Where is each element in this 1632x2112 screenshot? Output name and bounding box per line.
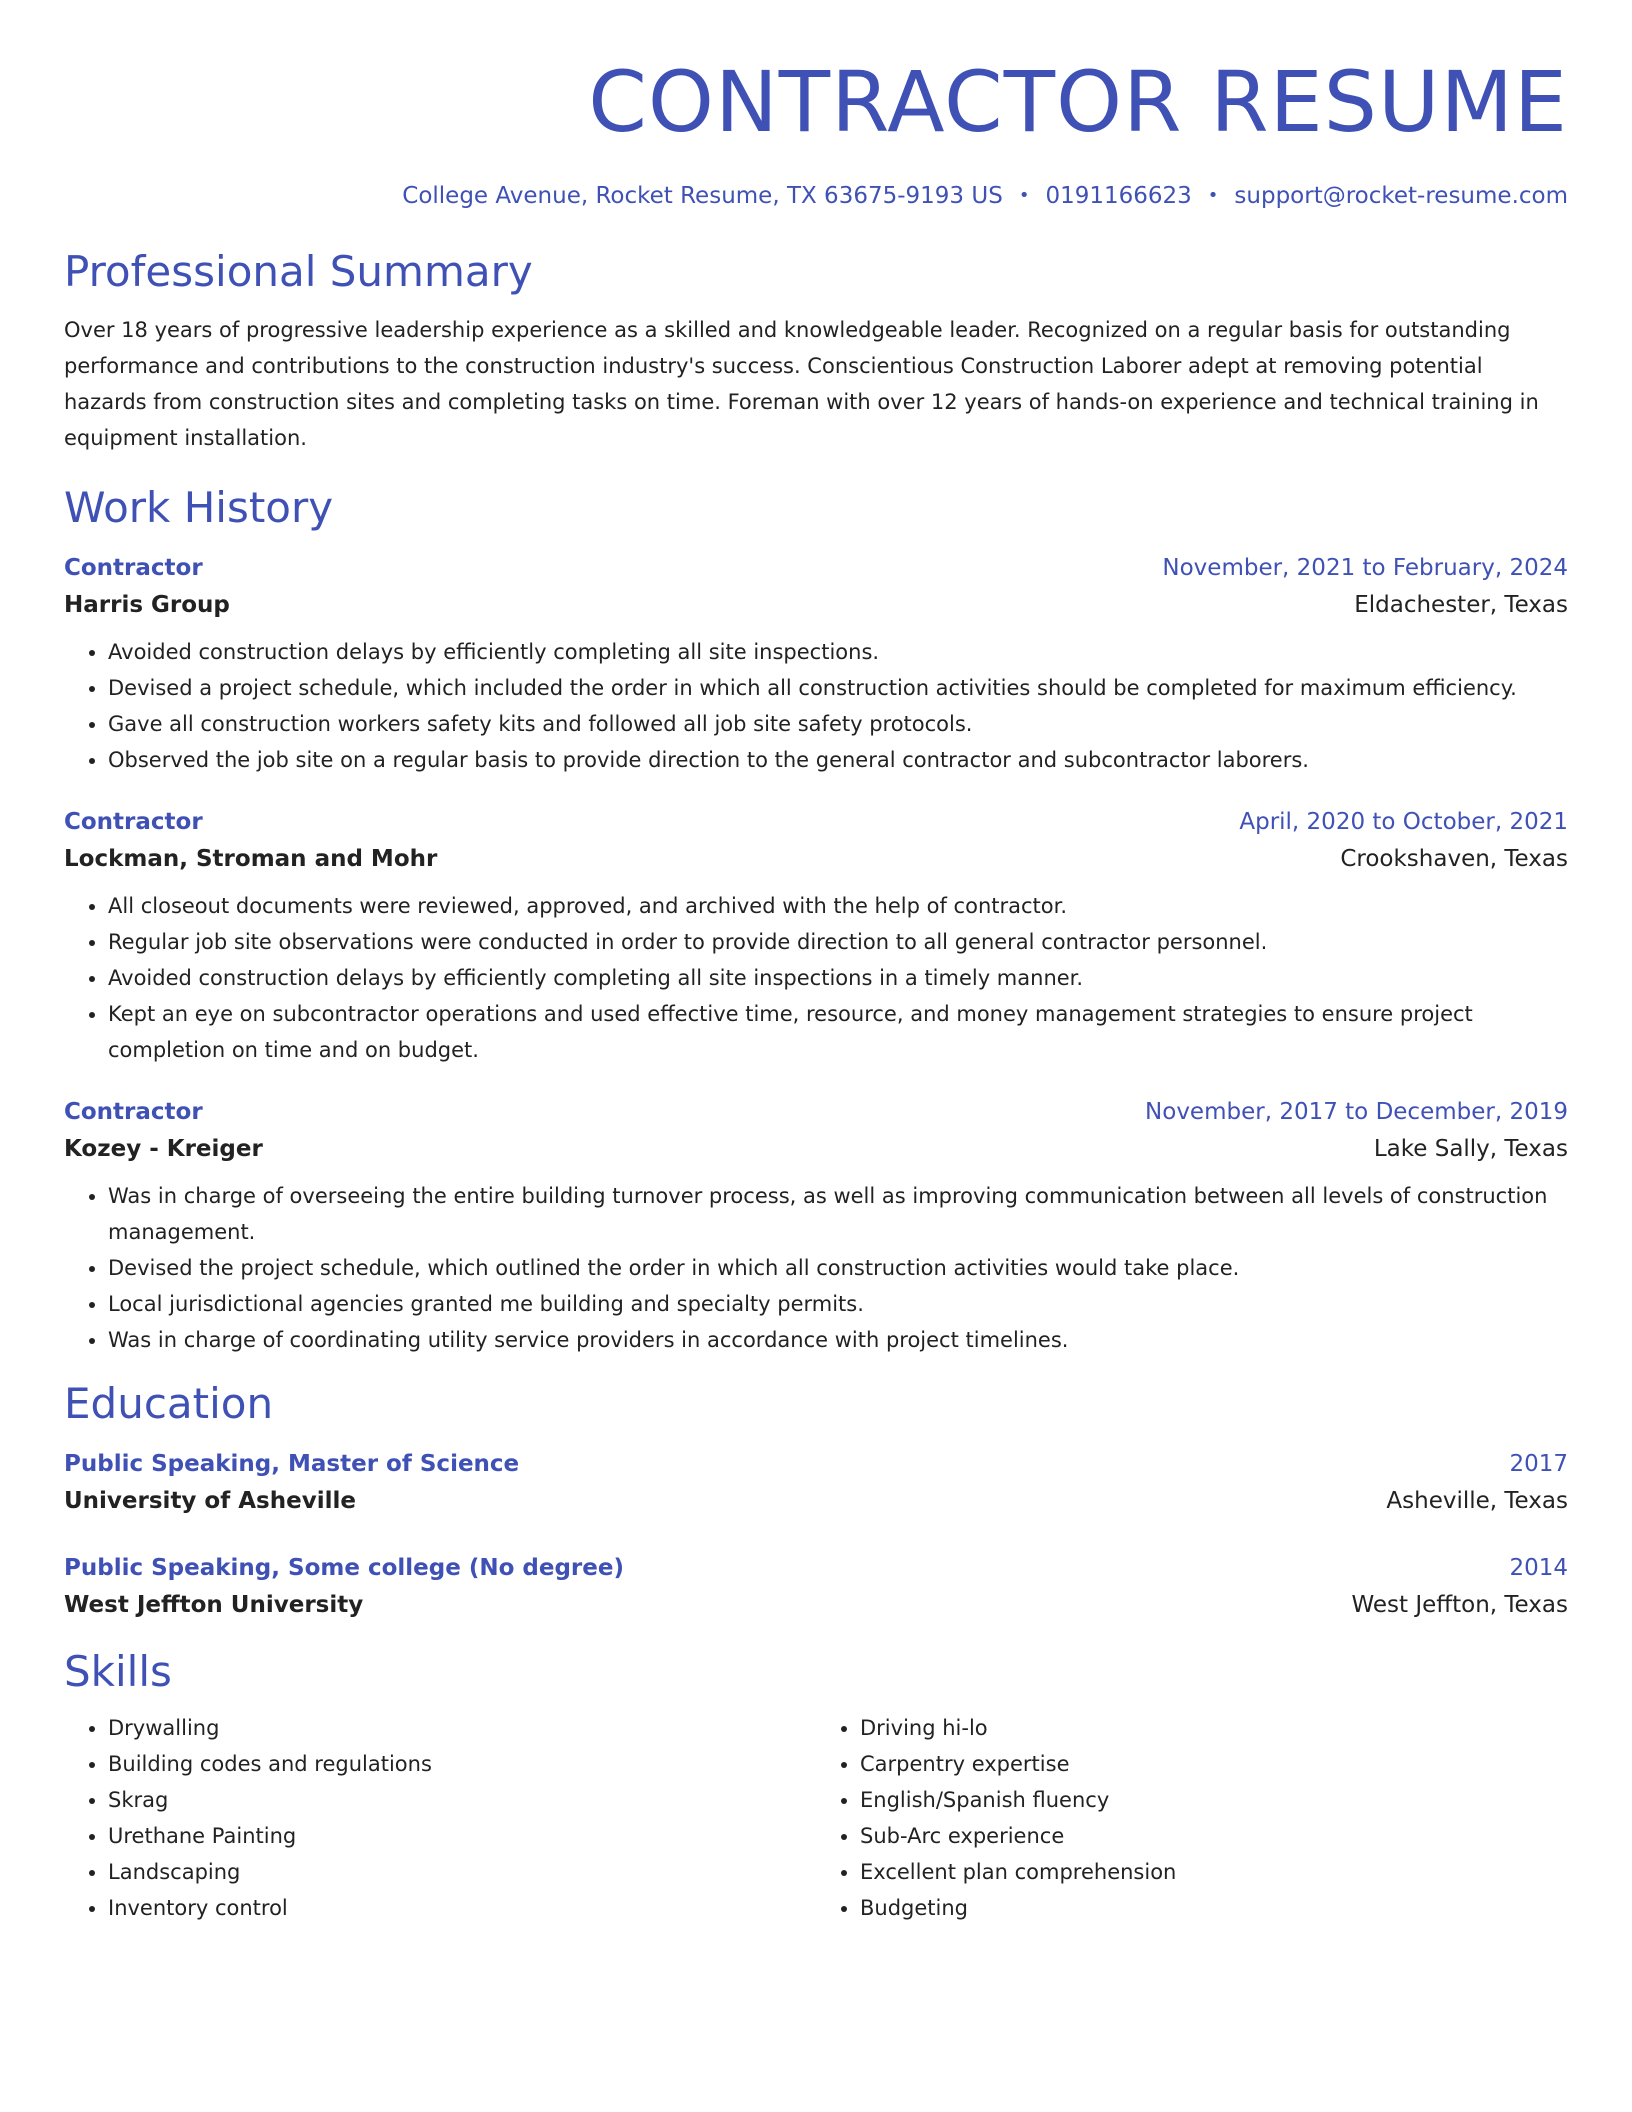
resume-header [64,48,1568,214]
skills-section [64,1644,1568,1926]
job-subheader [64,1130,1568,1168]
job-title: Contractor [64,555,203,581]
job-bullet: • Local jurisdictional agencies granted me building and specialty permits. [108,1286,1568,1322]
education-degree: Public Speaking, Master of Science [64,1451,520,1477]
skill-item: • Building codes and regulations [108,1746,816,1782]
education-header [64,1550,1568,1586]
skill-item: • Carpentry expertise [860,1746,1568,1782]
education-year: 2014 [1509,1555,1568,1581]
job-bullet: • Kept an eye on subcontractor operations and used effective time, resource, and money management strategies to ensure project completion on time and on budget. [108,996,1568,1068]
skill-item: • Drywalling [108,1710,816,1746]
job-entry [64,550,1568,778]
job-subheader [64,840,1568,878]
job-bullet: • Was in charge of coordinating utility service providers in accordance with project timelines. [108,1322,1568,1358]
skills-columns [64,1710,1568,1926]
education-school: University of Asheville [64,1488,356,1514]
skill-item: • Sub-Arc experience [860,1818,1568,1854]
education-entry [64,1446,1568,1520]
education-header [64,1446,1568,1482]
job-title: Contractor [64,1099,203,1125]
skill-item: • Skrag [108,1782,816,1818]
skill-item: • English/Spanish fluency [860,1782,1568,1818]
job-entry [64,1094,1568,1358]
skill-item: • Driving hi-lo [860,1710,1568,1746]
job-bullet: • Gave all construction workers safety kits and followed all job site safety protocols. [108,706,1568,742]
education-degree: Public Speaking, Some college (No degree) [64,1555,624,1581]
section-title-education: Education [64,1379,274,1428]
section-title-work-history: Work History [64,483,334,532]
job-entry [64,804,1568,1068]
job-company: Kozey - Kreiger [64,1136,263,1162]
contact-address: College Avenue, Rocket Resume, TX 63675-9193 US [402,183,1003,209]
job-title: Contractor [64,809,203,835]
education-subheader [64,1482,1568,1520]
resume-name: CONTRACTOR RESUME [588,53,1568,151]
education-entry [64,1550,1568,1624]
contact-email: support@rocket-resume.com [1234,183,1568,209]
job-bullet: • Regular job site observations were conducted in order to provide direction to all general contractor personnel. [108,924,1568,960]
skills-list-left [64,1710,816,1926]
contact-line [64,178,1568,214]
summary-section [64,244,1568,456]
section-title-summary: Professional Summary [64,247,533,296]
job-location: Eldachester, Texas [1354,592,1568,618]
summary-text: Over 18 years of progressive leadership experience as a skilled and knowledgeable leader. Recognized on a regular basis for outstanding performance and contributions to the construction industry's success. Conscientious Construction Laborer adept at removing potential hazards from construction sites and completing tasks on time. Foreman with over 12 years of hands-on experience and technical training in equipment installation. [64,318,1539,450]
skill-item: • Urethane Painting [108,1818,816,1854]
job-company: Lockman, Stroman and Mohr [64,846,438,872]
work-history-section [64,480,1568,1358]
education-school: West Jeffton University [64,1592,364,1618]
job-location: Crookshaven, Texas [1340,846,1568,872]
education-location: West Jeffton, Texas [1351,1592,1568,1618]
job-bullet: • Avoided construction delays by efficiently completing all site inspections. [108,634,1568,670]
job-subheader [64,586,1568,624]
job-bullets [64,888,1568,1068]
education-location: Asheville, Texas [1386,1488,1568,1514]
job-bullet: • Devised a project schedule, which included the order in which all construction activities should be completed for maximum efficiency. [108,670,1568,706]
skill-item: • Landscaping [108,1854,816,1890]
skill-item: • Excellent plan comprehension [860,1854,1568,1890]
education-subheader [64,1586,1568,1624]
contact-separator: • [1207,185,1219,206]
job-company: Harris Group [64,592,230,618]
job-dates: November, 2021 to February, 2024 [1162,555,1568,581]
job-bullet: • Avoided construction delays by efficiently completing all site inspections in a timely manner. [108,960,1568,996]
skill-item: • Inventory control [108,1890,816,1926]
job-dates: November, 2017 to December, 2019 [1145,1099,1568,1125]
section-title-skills: Skills [64,1647,172,1696]
job-bullet: • Observed the job site on a regular basis to provide direction to the general contractor and subcontractor laborers. [108,742,1568,778]
job-dates: April, 2020 to October, 2021 [1239,809,1568,835]
job-bullet: • All closeout documents were reviewed, approved, and archived with the help of contractor. [108,888,1568,924]
job-header [64,804,1568,840]
job-bullets [64,1178,1568,1358]
job-location: Lake Sally, Texas [1373,1136,1568,1162]
job-header [64,550,1568,586]
job-header [64,1094,1568,1130]
contact-phone: 0191166623 [1045,183,1192,209]
job-bullet: • Was in charge of overseeing the entire building turnover process, as well as improving communication between all levels of construction management. [108,1178,1568,1250]
job-bullet: • Devised the project schedule, which outlined the order in which all construction activities would take place. [108,1250,1568,1286]
skills-list-right [816,1710,1568,1926]
job-bullets [64,634,1568,778]
contact-separator: • [1018,185,1030,206]
education-year: 2017 [1509,1451,1568,1477]
skill-item: • Budgeting [860,1890,1568,1926]
education-section [64,1376,1568,1624]
